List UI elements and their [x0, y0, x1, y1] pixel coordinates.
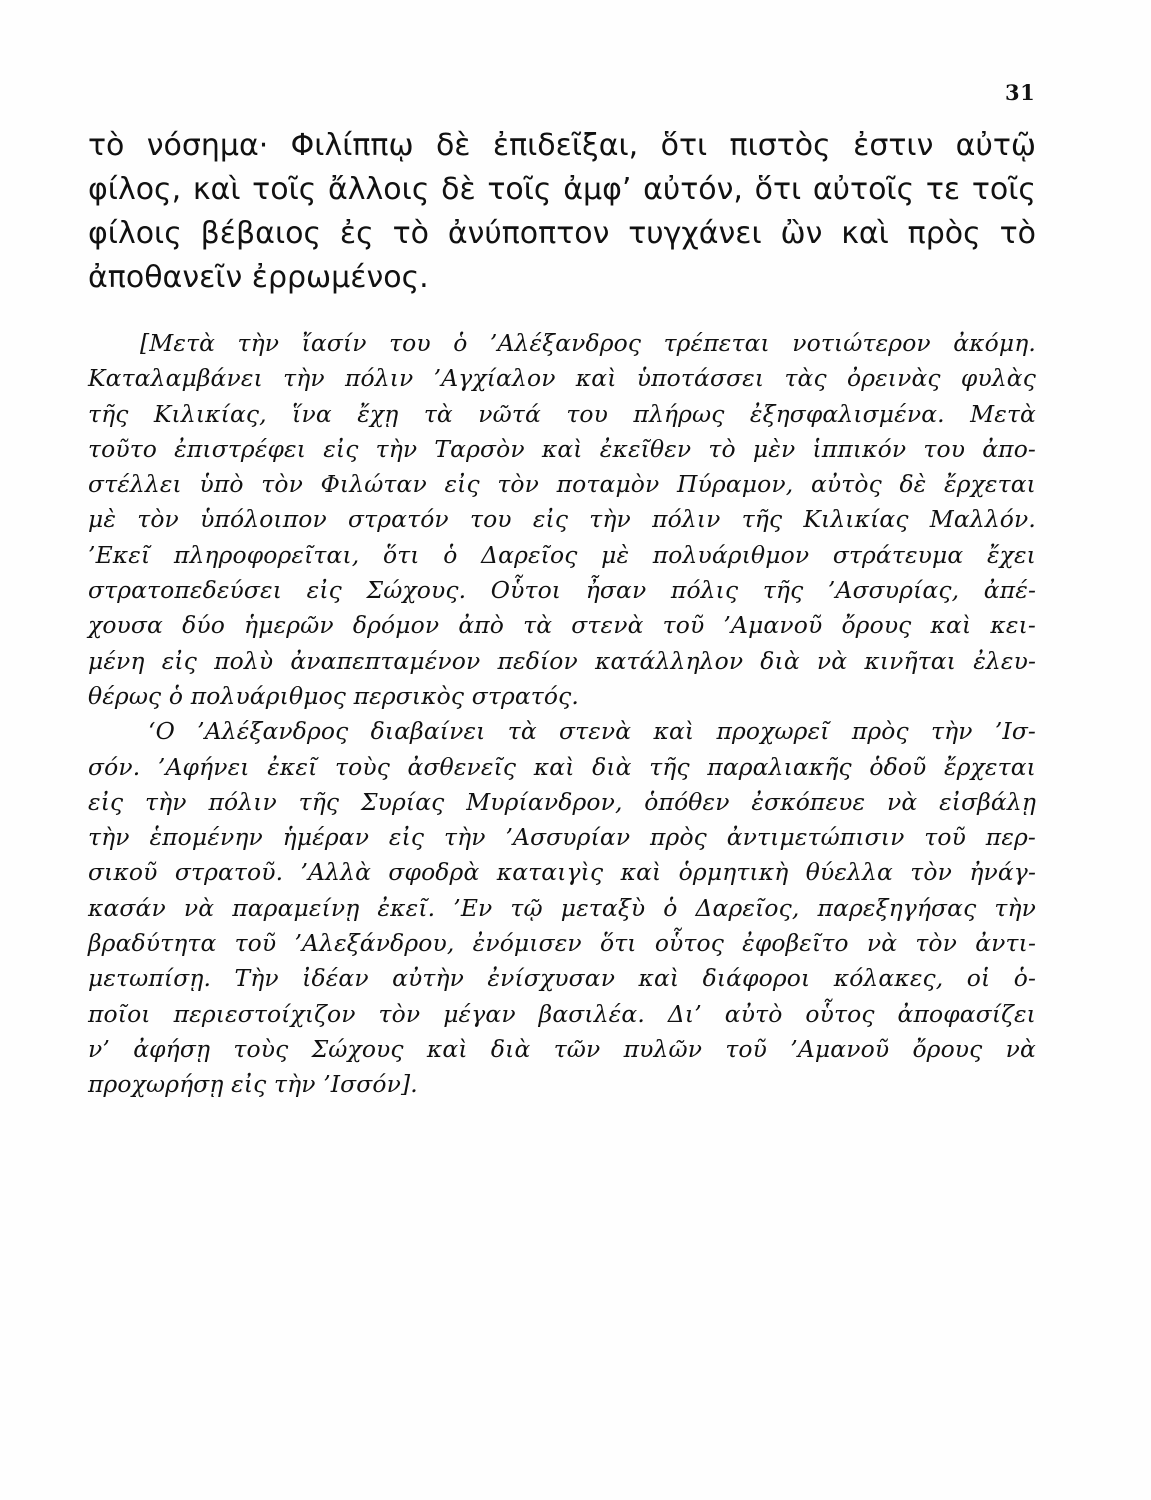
narrative-line: εἰς τὴν πόλιν τῆς Συρίας Μυρίανδρον, ὁπόθεν ἐσκόπευε νὰ εἰσβάλῃ — [88, 787, 1036, 816]
narrative-line: μὲ τὸν ὑπόλοιπον στρατόν του εἰς τὴν πόλιν τῆς Κιλικίας Μαλλόν. — [88, 505, 1036, 534]
quote-line: φίλοις βέβαιος ἐς τὸ ἀνύποπτον τυγχάνει ὢν καὶ πρὸς τὸ — [88, 216, 1036, 251]
narrative-line: ποῖοι περιεστοίχιζον τὸν μέγαν βασιλέα. Δι’ αὐτὸ οὗτος ἀποφασίζει — [88, 999, 1036, 1028]
narrative-line: σόν. ’Αφήνει ἐκεῖ τοὺς ἀσθενεῖς καὶ διὰ τῆς παραλιακῆς ὁδοῦ ἔρχεται — [88, 752, 1036, 781]
narrative-line: χουσα δύο ἡμερῶν δρόμον ἀπὸ τὰ στενὰ τοῦ ’Αμανοῦ ὄρους καὶ κει- — [88, 611, 1036, 640]
narrative-line: μετωπίσῃ. Τὴν ἰδέαν αὐτὴν ἐνίσχυσαν καὶ διάφοροι κόλακες, οἱ ὁ- — [88, 964, 1036, 993]
narrative-line: Καταλαμβάνει τὴν πόλιν ’Αγχίαλον καὶ ὑποτάσσει τὰς ὀρεινὰς φυλὰς — [88, 364, 1036, 393]
quote-line: τὸ νόσημα· Φιλίππῳ δὲ ἐπιδεῖξαι, ὅτι πιστὸς ἐστιν αὐτῷ — [88, 128, 1036, 163]
narrative-line: στρατοπεδεύσει εἰς Σώχους. Οὗτοι ἦσαν πόλις τῆς ’Ασσυρίας, ἀπέ- — [88, 576, 1036, 605]
narrative-paragraphs — [88, 326, 1036, 1103]
narrative-line: [Μετὰ τὴν ἴασίν του ὁ ’Αλέξανδρος τρέπεται νοτιώτερον ἀκόμη. — [140, 329, 1036, 357]
narrative-line: μένη εἰς πολὺ ἀναπεπταμένον πεδίον κατάλληλον διὰ νὰ κινῆται ἐλευ- — [88, 646, 1036, 675]
quote-line: ἀποθανεῖν ἐρρωμένος. — [88, 260, 429, 295]
narrative-line: στέλλει ὑπὸ τὸν Φιλώταν εἰς τὸν ποταμὸν Πύραμον, αὐτὸς δὲ ἔρχεται — [88, 470, 1036, 499]
narrative-line: προχωρήσῃ εἰς τὴν ’Ισσόν]. — [88, 1070, 418, 1099]
ancient-greek-quote — [88, 124, 1036, 300]
narrative-line: σικοῦ στρατοῦ. ’Αλλὰ σφοδρὰ καταιγὶς καὶ ὁρμητικὴ θύελλα τὸν ἠνάγ- — [88, 858, 1036, 887]
narrative-line: θέρως ὁ πολυάριθμος περσικὸς στρατός. — [88, 681, 579, 710]
narrative-line: ‘Ο ’Αλέξανδρος διαβαίνει τὰ στενὰ καὶ προχωρεῖ πρὸς τὴν ’Ισ- — [148, 717, 1036, 746]
narrative-line: τῆς Κιλικίας, ἵνα ἔχῃ τὰ νῶτά του πλήρως ἐξησφαλισμένα. Μετὰ — [88, 399, 1036, 428]
narrative-line: κασάν νὰ παραμείνῃ ἐκεῖ. ’Εν τῷ μεταξὺ ὁ Δαρεῖος, παρεξηγήσας τὴν — [88, 893, 1036, 922]
narrative-line: ν’ ἀφήσῃ τοὺς Σώχους καὶ διὰ τῶν πυλῶν τοῦ ’Αμανοῦ ὄρους νὰ — [88, 1034, 1036, 1063]
narrative-line: τὴν ἑπομένην ἡμέραν εἰς τὴν ’Ασσυρίαν πρὸς ἀντιμετώπισιν τοῦ περ- — [88, 823, 1036, 852]
page-number: 31 — [1005, 80, 1036, 105]
narrative-line: τοῦτο ἐπιστρέφει εἰς τὴν Ταρσὸν καὶ ἐκεῖθεν τὸ μὲν ἱππικόν του ἀπο- — [88, 434, 1036, 463]
narrative-line: βραδύτητα τοῦ ’Αλεξάνδρου, ἐνόμισεν ὅτι οὗτος ἐφοβεῖτο νὰ τὸν ἀντι- — [88, 929, 1036, 958]
narrative-line: ’Εκεῖ πληροφορεῖται, ὅτι ὁ Δαρεῖος μὲ πολυάριθμον στράτευμα ἔχει — [88, 540, 1036, 569]
quote-line: φίλος, καὶ τοῖς ἄλλοις δὲ τοῖς ἀμφ’ αὐτόν, ὅτι αὐτοῖς τε τοῖς — [88, 172, 1036, 207]
